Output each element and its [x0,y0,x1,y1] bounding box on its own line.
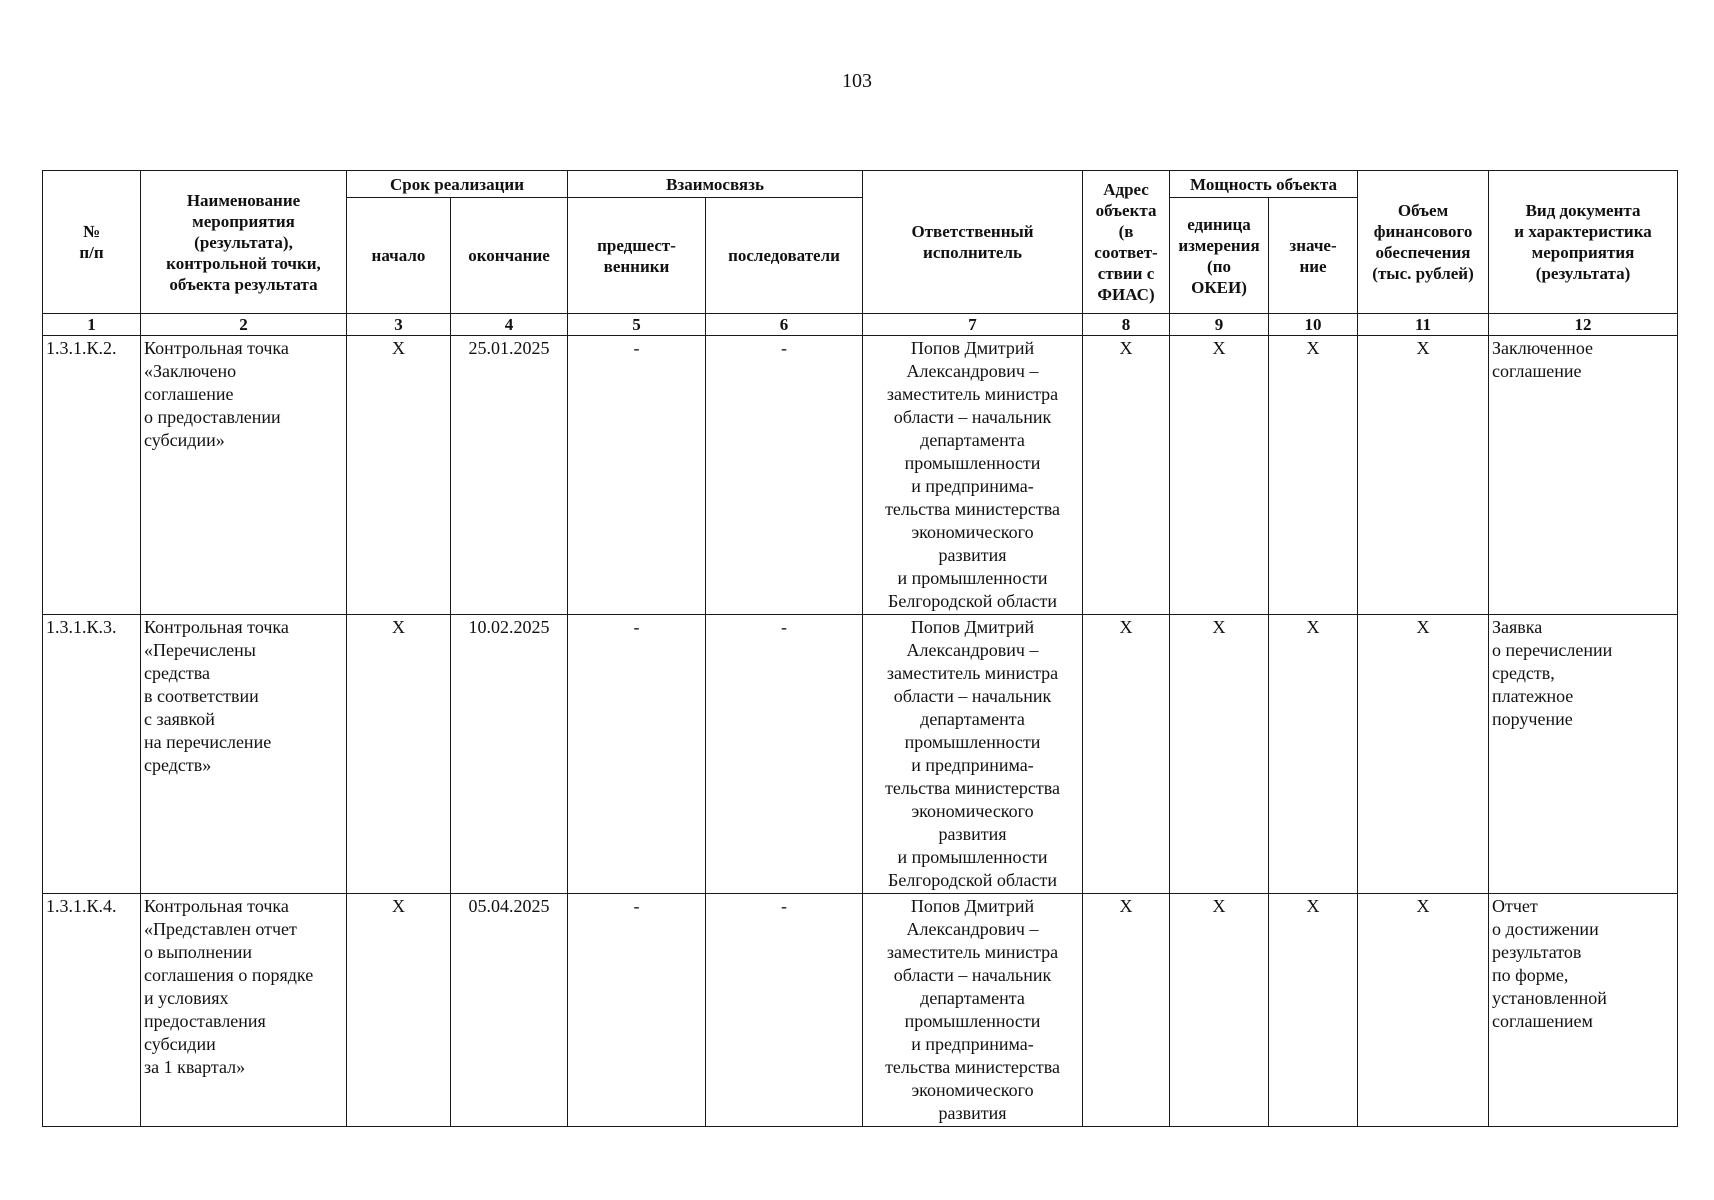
column-number: 9 [1170,314,1269,336]
row-predecessors: - [568,336,706,615]
row-start: X [347,894,451,1127]
column-number: 6 [706,314,863,336]
header-finance: Объем финансового обеспечения (тыс. рублей) [1358,171,1489,314]
header-responsible: Ответственный исполнитель [863,171,1083,314]
column-number: 7 [863,314,1083,336]
row-value: X [1269,894,1358,1127]
row-end: 10.02.2025 [451,615,568,894]
row-predecessors: - [568,894,706,1127]
row-value: X [1269,336,1358,615]
header-number: № п/п [43,171,141,314]
column-number: 12 [1489,314,1678,336]
row-address: X [1083,336,1170,615]
header-address: Адрес объекта (в соответ- ствии с ФИАС) [1083,171,1170,314]
table-row [43,615,1678,894]
header-period-group: Срок реализации [347,171,568,198]
row-end: 25.01.2025 [451,336,568,615]
row-name: Контрольная точка «Представлен отчет о выполнении соглашения о порядке и условиях предоставления субсидии за 1 квартал» [141,894,347,1127]
header-doctype: Вид документа и характеристика мероприятия (результата) [1489,171,1678,314]
row-number: 1.3.1.К.3. [43,615,141,894]
header-capacity-group: Мощность объекта [1170,171,1358,198]
row-responsible: Попов Дмитрий Александрович – заместитель министра области – начальник департамента промышленности и предпринима- тельства министерства экономического развития и промышленности Белгородской области [863,615,1083,894]
header-name: Наименование мероприятия (результата), контрольной точки, объекта результата [141,171,347,314]
row-successors: - [706,615,863,894]
row-responsible: Попов Дмитрий Александрович – заместитель министра области – начальник департамента промышленности и предпринима- тельства министерства экономического развития [863,894,1083,1127]
row-doctype: Заключенное соглашение [1489,336,1678,615]
header-end: окончание [451,198,568,314]
row-responsible: Попов Дмитрий Александрович – заместитель министра области – начальник департамента промышленности и предпринима- тельства министерства экономического развития и промышленности Белгородской области [863,336,1083,615]
header-relation-group: Взаимосвязь [568,171,863,198]
row-successors: - [706,336,863,615]
header-unit: единица измерения (по ОКЕИ) [1170,198,1269,314]
row-name: Контрольная точка «Заключено соглашение о предоставлении субсидии» [141,336,347,615]
row-value: X [1269,615,1358,894]
header-value: значе- ние [1269,198,1358,314]
row-unit: X [1170,615,1269,894]
header-start: начало [347,198,451,314]
column-number: 2 [141,314,347,336]
column-numbers-row [43,314,1678,336]
row-doctype: Отчет о достижении результатов по форме, установленной соглашением [1489,894,1678,1127]
header-predecessors: предшест- венники [568,198,706,314]
row-unit: X [1170,336,1269,615]
page-number: 103 [842,70,872,92]
row-finance: X [1358,336,1489,615]
row-start: X [347,615,451,894]
column-number: 3 [347,314,451,336]
column-number: 1 [43,314,141,336]
row-number: 1.3.1.К.4. [43,894,141,1127]
row-predecessors: - [568,615,706,894]
header-row-1 [43,171,1678,198]
column-number: 8 [1083,314,1170,336]
row-end: 05.04.2025 [451,894,568,1127]
row-address: X [1083,894,1170,1127]
row-finance: X [1358,615,1489,894]
row-successors: - [706,894,863,1127]
table-row [43,894,1678,1127]
column-number: 11 [1358,314,1489,336]
column-number: 10 [1269,314,1358,336]
row-start: X [347,336,451,615]
column-number: 4 [451,314,568,336]
row-address: X [1083,615,1170,894]
header-successors: последователи [706,198,863,314]
row-unit: X [1170,894,1269,1127]
activity-plan-table [42,170,1678,1127]
table-row [43,336,1678,615]
row-name: Контрольная точка «Перечислены средства в соответствии с заявкой на перечисление средств» [141,615,347,894]
column-number: 5 [568,314,706,336]
row-finance: X [1358,894,1489,1127]
row-number: 1.3.1.К.2. [43,336,141,615]
row-doctype: Заявка о перечислении средств, платежное поручение [1489,615,1678,894]
